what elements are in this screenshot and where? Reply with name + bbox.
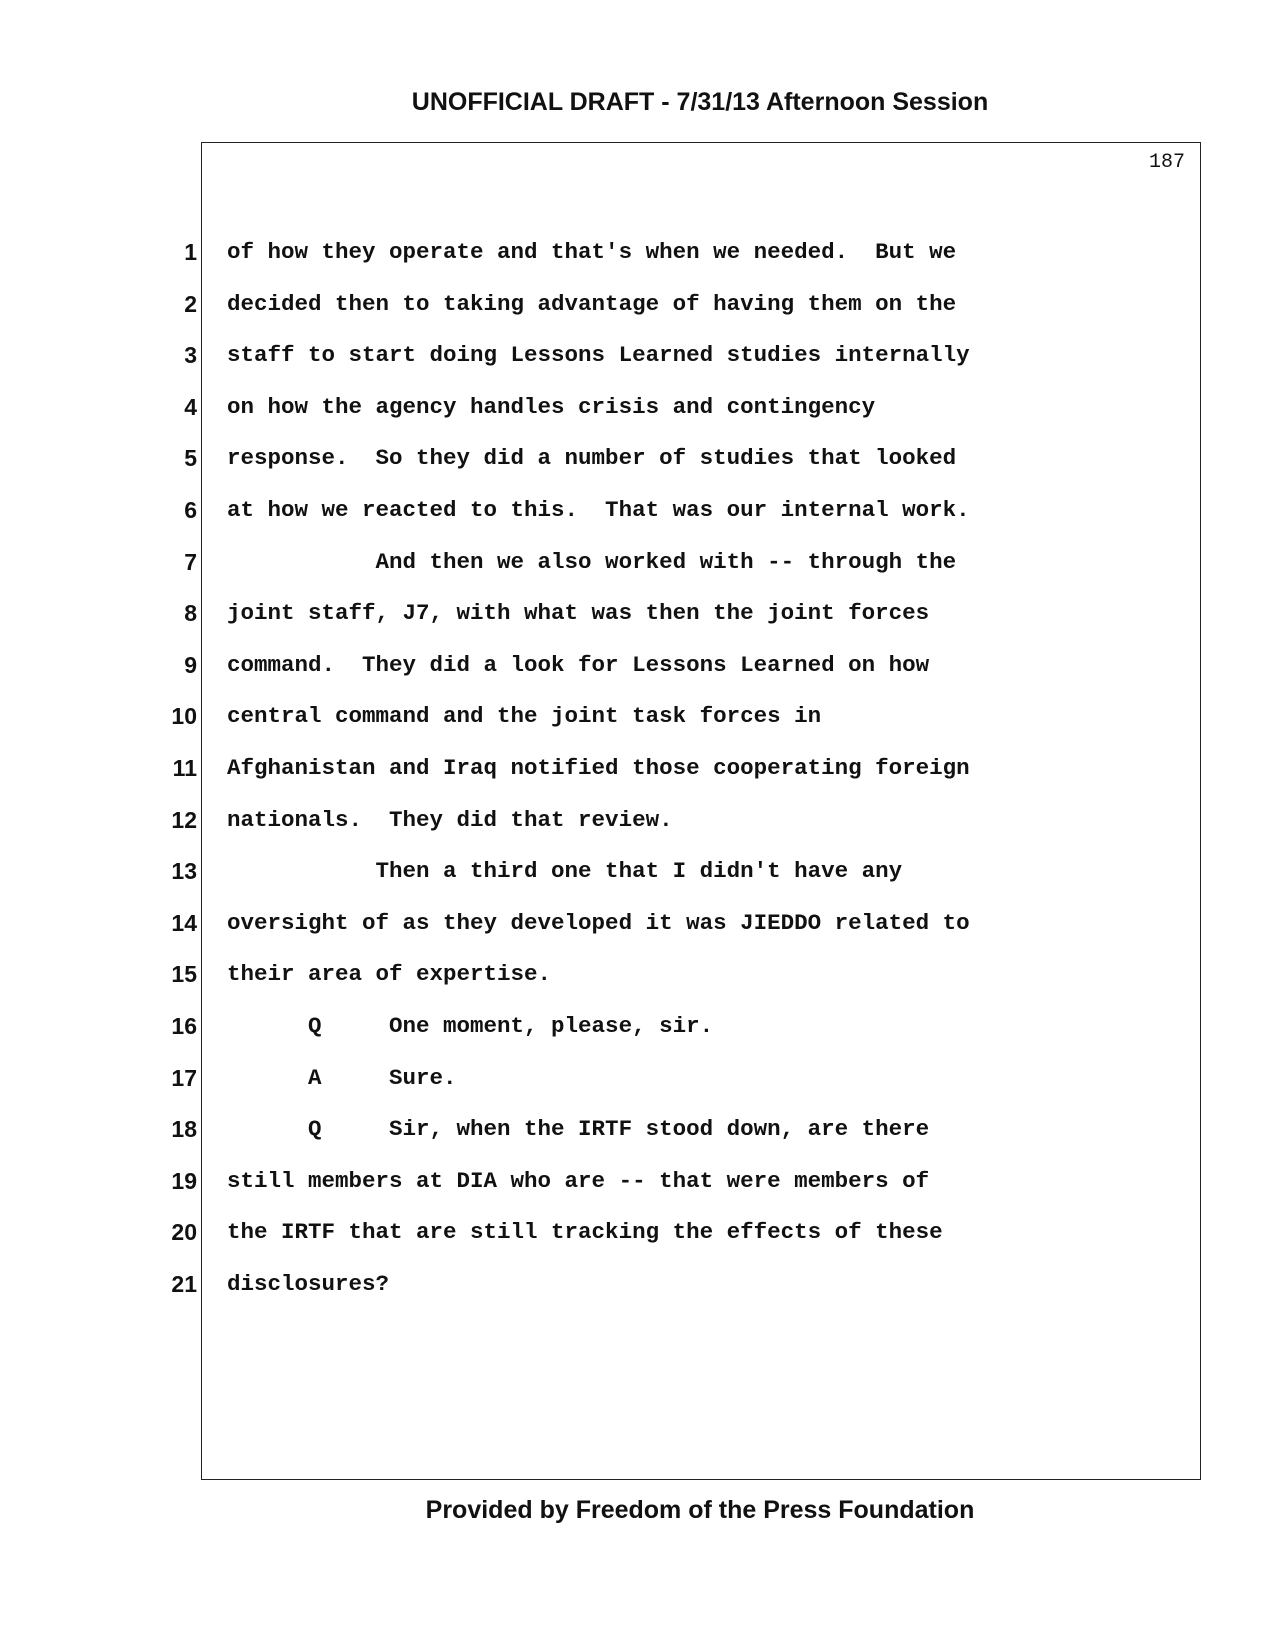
line-number: 14 (171, 909, 197, 936)
transcript-line (0, 234, 1275, 286)
transcript-line (0, 389, 1275, 441)
line-text: response. So they did a number of studies that looked (227, 445, 957, 472)
line-number: 17 (171, 1064, 197, 1091)
transcript-line (0, 647, 1275, 699)
line-number: 18 (171, 1116, 197, 1143)
line-text: Afghanistan and Iraq notified those cooperating foreign (227, 754, 970, 781)
line-number: 11 (172, 754, 197, 781)
transcript-line (0, 1266, 1275, 1318)
line-number: 21 (171, 1270, 197, 1297)
transcript-line (0, 1163, 1275, 1215)
line-number: 8 (184, 600, 197, 627)
transcript-line (0, 286, 1275, 338)
transcript-line (0, 750, 1275, 802)
line-text: of how they operate and that's when we needed. But we (227, 239, 957, 265)
transcript-line (0, 1111, 1275, 1163)
line-text: the IRTF that are still tracking the effects of these (227, 1219, 943, 1246)
transcript-line (0, 595, 1275, 647)
line-text: decided then to taking advantage of having them on the (227, 290, 957, 317)
line-number: 20 (171, 1219, 197, 1246)
line-number: 4 (184, 393, 197, 420)
line-number: 2 (184, 290, 197, 317)
transcript-line (0, 956, 1275, 1008)
transcript-line (0, 1008, 1275, 1060)
line-number: 19 (171, 1167, 197, 1194)
line-number: 13 (171, 858, 197, 885)
line-text: on how the agency handles crisis and contingency (227, 393, 876, 420)
page-number: 187 (1148, 151, 1185, 174)
line-text: disclosures? (227, 1270, 390, 1297)
line-text: joint staff, J7, with what was then the joint forces (227, 600, 930, 627)
transcript-line (0, 1060, 1275, 1112)
transcript-line (0, 905, 1275, 957)
line-text: still members at DIA who are -- that were members of (227, 1167, 930, 1194)
line-text: Then a third one that I didn't have any (227, 858, 903, 885)
line-text: Q Sir, when the IRTF stood down, are there (227, 1116, 930, 1143)
line-text: command. They did a look for Lessons Learned on how (227, 651, 930, 678)
line-number: 1 (184, 239, 197, 265)
line-text: Q One moment, please, sir. (227, 1012, 714, 1039)
line-number: 9 (184, 651, 197, 678)
transcript-line (0, 1214, 1275, 1266)
line-text: nationals. They did that review. (227, 806, 673, 833)
transcript-line (0, 853, 1275, 905)
line-number: 10 (171, 703, 197, 730)
line-number: 12 (171, 806, 197, 833)
line-number: 7 (184, 548, 197, 575)
line-text: central command and the joint task forces in (227, 703, 822, 730)
line-text: at how we reacted to this. That was our internal work. (227, 496, 970, 523)
line-text: staff to start doing Lessons Learned studies internally (227, 342, 970, 369)
line-number: 3 (184, 342, 197, 369)
line-text: oversight of as they developed it was JIEDDO related to (227, 909, 970, 936)
transcript-line (0, 337, 1275, 389)
line-number: 5 (184, 445, 197, 472)
transcript-line (0, 698, 1275, 750)
transcript-line (0, 544, 1275, 596)
transcript-line (0, 492, 1275, 544)
line-number: 6 (184, 496, 197, 523)
transcript-line (0, 802, 1275, 854)
line-text: And then we also worked with -- through the (227, 548, 957, 575)
line-number: 16 (171, 1012, 197, 1039)
line-text: A Sure. (227, 1064, 457, 1091)
page-header: UNOFFICIAL DRAFT - 7/31/13 Afternoon Session (411, 88, 989, 116)
page-footer: Provided by Freedom of the Press Foundation (425, 1496, 975, 1524)
transcript-lines (0, 234, 1275, 1317)
line-text: their area of expertise. (227, 961, 552, 988)
transcript-line (0, 440, 1275, 492)
line-number: 15 (171, 961, 197, 988)
